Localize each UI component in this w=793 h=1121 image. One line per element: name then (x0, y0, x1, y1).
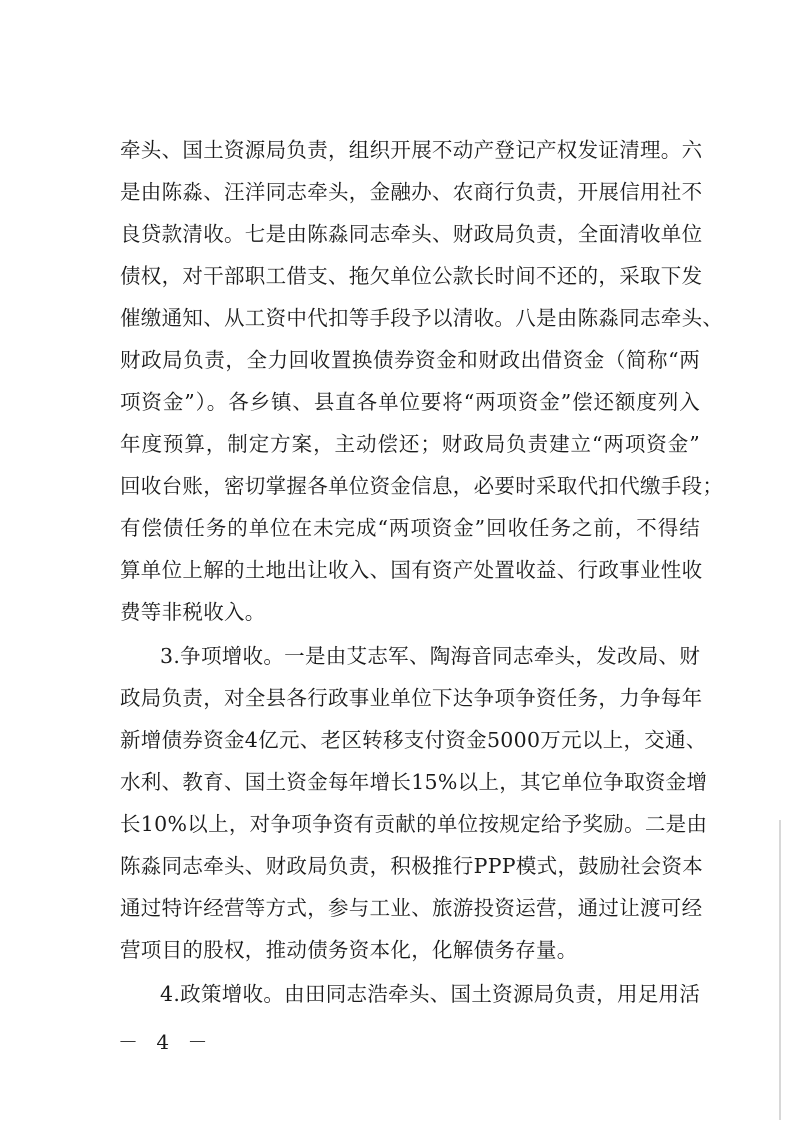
text-line: 牵头、国土资源局负责，组织开展不动产登记产权发证清理。六 (120, 138, 703, 162)
text-line: 营项目的股权，推动债务资本化，化解债务存量。 (120, 938, 578, 962)
text-line: 财政局负责，全力回收置换债券资金和财政出借资金（简称“两 (120, 348, 700, 372)
text-line: 良贷款清收。七是由陈淼同志牵头、财政局负责，全面清收单位 (120, 222, 703, 246)
text-line: 债权，对干部职工借支、拖欠单位公款长时间不还的，采取下发 (120, 264, 703, 288)
text-line: 是由陈淼、汪洋同志牵头，金融办、农商行负责，开展信用社不 (120, 180, 703, 204)
text-line: 项资金”）。各乡镇、县直各单位要将“两项资金”偿还额度列入 (120, 390, 700, 414)
text-line: 费等非税收入。 (120, 600, 266, 624)
scan-edge-mark (779, 820, 781, 1120)
text-line: 政局负责，对全县各行政事业单位下达争项争资任务，力争每年 (120, 686, 703, 710)
text-line: 回收台账，密切掌握各单位资金信息，必要时采取代扣代缴手段； (120, 474, 724, 498)
text-line: 新增债券资金4亿元、老区转移支付资金5000万元以上，交通、 (120, 728, 707, 752)
text-line: 通过特许经营等方式，参与工业、旅游投资运营，通过让渡可经 (120, 896, 703, 920)
text-line: 4.政策增收。由田同志浩牵头、国土资源局负责，用足用活 (160, 982, 701, 1006)
text-line: 水利、教育、国土资金每年增长15%以上，其它单位争取资金增 (120, 770, 708, 794)
text-line: 年度预算，制定方案，主动偿还；财政局负责建立“两项资金” (120, 432, 700, 456)
page-number: － 4 － (118, 1030, 214, 1054)
text-line: 3.争项增收。一是由艾志军、陶海音同志牵头，发改局、财 (160, 644, 701, 668)
text-line: 算单位上解的土地出让收入、国有资产处置收益、行政事业性收 (120, 558, 703, 582)
text-line: 长10%以上，对争项争资有贡献的单位按规定给予奖励。二是由 (120, 812, 708, 836)
text-line: 陈淼同志牵头、财政局负责，积极推行PPP模式，鼓励社会资本 (120, 854, 704, 878)
text-line: 催缴通知、从工资中代扣等手段予以清收。八是由陈淼同志牵头、 (120, 306, 724, 330)
text-line: 有偿债任务的单位在未完成“两项资金”回收任务之前，不得结 (120, 516, 700, 540)
